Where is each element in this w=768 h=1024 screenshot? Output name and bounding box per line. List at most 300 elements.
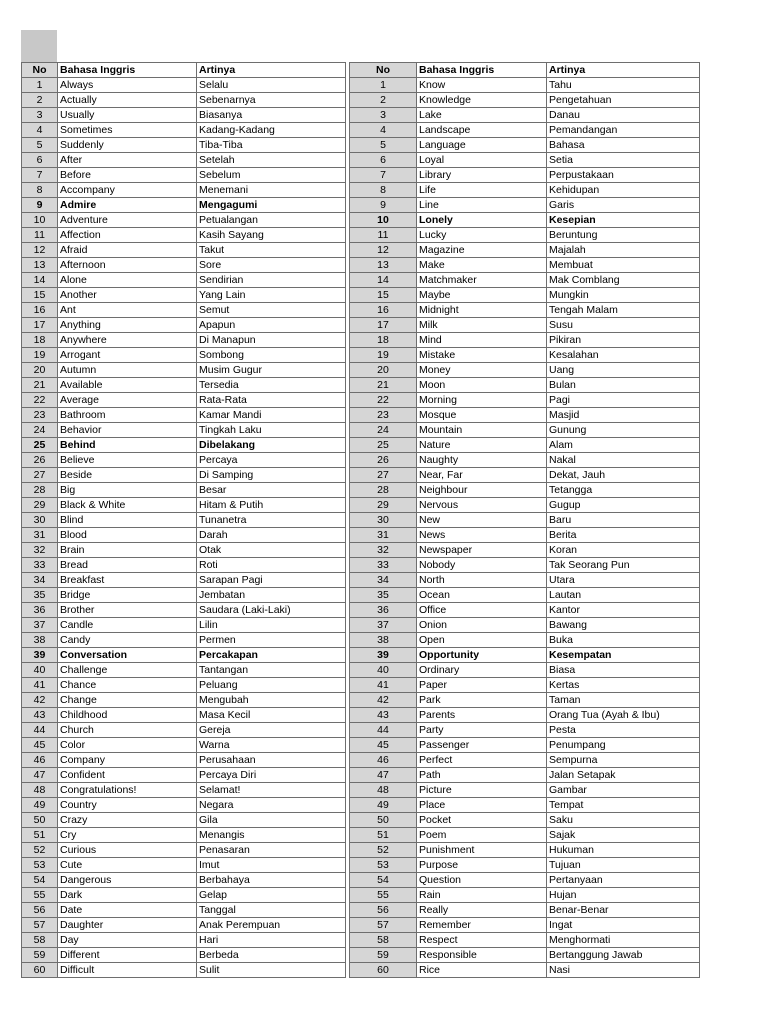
english-word: Chance	[58, 678, 197, 693]
table-row	[22, 813, 346, 828]
english-word: Make	[417, 258, 547, 273]
table-row	[350, 843, 700, 858]
indonesian-meaning: Kesempatan	[547, 648, 700, 663]
row-number: 55	[350, 888, 417, 903]
row-number: 44	[22, 723, 58, 738]
english-word: New	[417, 513, 547, 528]
table-row	[350, 708, 700, 723]
table-row	[350, 318, 700, 333]
table-row	[22, 573, 346, 588]
english-word: Company	[58, 753, 197, 768]
row-number: 40	[350, 663, 417, 678]
row-number: 54	[22, 873, 58, 888]
english-word: Lonely	[417, 213, 547, 228]
indonesian-meaning: Tunanetra	[197, 513, 346, 528]
indonesian-meaning: Utara	[547, 573, 700, 588]
indonesian-meaning: Musim Gugur	[197, 363, 346, 378]
indonesian-meaning: Negara	[197, 798, 346, 813]
indonesian-meaning: Tempat	[547, 798, 700, 813]
table-row	[350, 453, 700, 468]
english-word: Loyal	[417, 153, 547, 168]
indonesian-meaning: Penumpang	[547, 738, 700, 753]
table-row	[350, 543, 700, 558]
indonesian-meaning: Perpustakaan	[547, 168, 700, 183]
indonesian-meaning: Hukuman	[547, 843, 700, 858]
table-row	[350, 438, 700, 453]
english-word: Near, Far	[417, 468, 547, 483]
table-row	[22, 663, 346, 678]
english-word: Know	[417, 78, 547, 93]
table-row	[350, 333, 700, 348]
table-row	[350, 858, 700, 873]
english-word: Office	[417, 603, 547, 618]
row-number: 42	[350, 693, 417, 708]
table-row	[350, 198, 700, 213]
row-number: 21	[350, 378, 417, 393]
table-row	[22, 678, 346, 693]
row-number: 39	[22, 648, 58, 663]
indonesian-meaning: Besar	[197, 483, 346, 498]
indonesian-meaning: Tahu	[547, 78, 700, 93]
indonesian-meaning: Dekat, Jauh	[547, 468, 700, 483]
english-word: Bathroom	[58, 408, 197, 423]
english-word: Suddenly	[58, 138, 197, 153]
table-row	[22, 798, 346, 813]
row-number: 35	[350, 588, 417, 603]
table-row	[350, 468, 700, 483]
english-word: Affection	[58, 228, 197, 243]
indonesian-meaning: Sulit	[197, 963, 346, 978]
table-row	[350, 753, 700, 768]
row-number: 24	[22, 423, 58, 438]
english-word: Actually	[58, 93, 197, 108]
row-number: 14	[350, 273, 417, 288]
english-word: Neighbour	[417, 483, 547, 498]
row-number: 52	[22, 843, 58, 858]
english-word: Mosque	[417, 408, 547, 423]
row-number: 6	[350, 153, 417, 168]
table-row	[22, 498, 346, 513]
indonesian-meaning: Percakapan	[197, 648, 346, 663]
table-row	[22, 513, 346, 528]
table-row	[22, 693, 346, 708]
row-number: 31	[350, 528, 417, 543]
table-row	[350, 138, 700, 153]
english-word: Anywhere	[58, 333, 197, 348]
table-row	[22, 708, 346, 723]
indonesian-meaning: Darah	[197, 528, 346, 543]
indonesian-meaning: Bertanggung Jawab	[547, 948, 700, 963]
english-word: Nature	[417, 438, 547, 453]
indonesian-meaning: Susu	[547, 318, 700, 333]
english-word: Knowledge	[417, 93, 547, 108]
indonesian-meaning: Alam	[547, 438, 700, 453]
english-word: Average	[58, 393, 197, 408]
english-word: Rice	[417, 963, 547, 978]
english-word: Behind	[58, 438, 197, 453]
english-word: Paper	[417, 678, 547, 693]
indonesian-meaning: Kesepian	[547, 213, 700, 228]
row-number: 15	[350, 288, 417, 303]
english-word: Day	[58, 933, 197, 948]
row-number: 20	[350, 363, 417, 378]
table-row	[22, 408, 346, 423]
row-number: 18	[22, 333, 58, 348]
indonesian-meaning: Semut	[197, 303, 346, 318]
row-number: 17	[350, 318, 417, 333]
indonesian-meaning: Nakal	[547, 453, 700, 468]
row-number: 22	[350, 393, 417, 408]
english-word: Blind	[58, 513, 197, 528]
row-number: 53	[22, 858, 58, 873]
english-word: Perfect	[417, 753, 547, 768]
english-word: Really	[417, 903, 547, 918]
indonesian-meaning: Pagi	[547, 393, 700, 408]
row-number: 23	[22, 408, 58, 423]
vocab-table-left-body	[22, 63, 346, 978]
row-number: 49	[350, 798, 417, 813]
indonesian-meaning: Kadang-Kadang	[197, 123, 346, 138]
english-word: Maybe	[417, 288, 547, 303]
english-word: Anything	[58, 318, 197, 333]
indonesian-meaning: Saudara (Laki-Laki)	[197, 603, 346, 618]
english-word: Pocket	[417, 813, 547, 828]
english-word: Lake	[417, 108, 547, 123]
row-number: 58	[22, 933, 58, 948]
table-row	[22, 603, 346, 618]
table-header-row	[350, 63, 700, 78]
english-word: Picture	[417, 783, 547, 798]
indonesian-meaning: Kamar Mandi	[197, 408, 346, 423]
row-number: 29	[350, 498, 417, 513]
english-word: Purpose	[417, 858, 547, 873]
english-word: Brother	[58, 603, 197, 618]
english-word: Ocean	[417, 588, 547, 603]
indonesian-meaning: Menemani	[197, 183, 346, 198]
english-word: Curious	[58, 843, 197, 858]
english-word: North	[417, 573, 547, 588]
english-word: Remember	[417, 918, 547, 933]
row-number: 55	[22, 888, 58, 903]
indonesian-meaning: Tengah Malam	[547, 303, 700, 318]
english-word: Childhood	[58, 708, 197, 723]
indonesian-meaning: Hari	[197, 933, 346, 948]
table-row	[22, 288, 346, 303]
table-row	[350, 168, 700, 183]
row-number: 28	[350, 483, 417, 498]
row-number: 45	[350, 738, 417, 753]
indonesian-meaning: Koran	[547, 543, 700, 558]
indonesian-meaning: Selalu	[197, 78, 346, 93]
vocab-table-right	[349, 62, 700, 978]
english-word: Candle	[58, 618, 197, 633]
table-row	[350, 648, 700, 663]
row-number: 5	[350, 138, 417, 153]
header-meaning: Artinya	[547, 63, 700, 78]
row-number: 10	[350, 213, 417, 228]
indonesian-meaning: Gugup	[547, 498, 700, 513]
row-number: 50	[22, 813, 58, 828]
row-number: 16	[22, 303, 58, 318]
indonesian-meaning: Sombong	[197, 348, 346, 363]
vocab-table-right-body	[350, 63, 700, 978]
indonesian-meaning: Hitam & Putih	[197, 498, 346, 513]
row-number: 24	[350, 423, 417, 438]
indonesian-meaning: Ingat	[547, 918, 700, 933]
row-number: 18	[350, 333, 417, 348]
indonesian-meaning: Perusahaan	[197, 753, 346, 768]
row-number: 25	[350, 438, 417, 453]
english-word: Daughter	[58, 918, 197, 933]
table-header-row	[22, 63, 346, 78]
row-number: 30	[350, 513, 417, 528]
row-number: 33	[22, 558, 58, 573]
english-word: Ant	[58, 303, 197, 318]
indonesian-meaning: Kesalahan	[547, 348, 700, 363]
row-number: 57	[350, 918, 417, 933]
english-word: Beside	[58, 468, 197, 483]
english-word: Available	[58, 378, 197, 393]
table-row	[22, 453, 346, 468]
english-word: Afraid	[58, 243, 197, 258]
indonesian-meaning: Danau	[547, 108, 700, 123]
indonesian-meaning: Mungkin	[547, 288, 700, 303]
indonesian-meaning: Tujuan	[547, 858, 700, 873]
indonesian-meaning: Di Samping	[197, 468, 346, 483]
table-row	[350, 363, 700, 378]
indonesian-meaning: Setelah	[197, 153, 346, 168]
row-number: 34	[22, 573, 58, 588]
row-number: 17	[22, 318, 58, 333]
english-word: Question	[417, 873, 547, 888]
table-row	[22, 228, 346, 243]
table-row	[22, 558, 346, 573]
table-row	[22, 378, 346, 393]
indonesian-meaning: Tak Seorang Pun	[547, 558, 700, 573]
table-row	[22, 828, 346, 843]
row-number: 47	[350, 768, 417, 783]
row-number: 56	[22, 903, 58, 918]
english-word: Passenger	[417, 738, 547, 753]
table-row	[350, 378, 700, 393]
english-word: Brain	[58, 543, 197, 558]
english-word: Behavior	[58, 423, 197, 438]
english-word: Poem	[417, 828, 547, 843]
english-word: Before	[58, 168, 197, 183]
indonesian-meaning: Kantor	[547, 603, 700, 618]
english-word: Moon	[417, 378, 547, 393]
indonesian-meaning: Sendirian	[197, 273, 346, 288]
table-row	[350, 108, 700, 123]
row-number: 11	[350, 228, 417, 243]
indonesian-meaning: Buka	[547, 633, 700, 648]
indonesian-meaning: Bawang	[547, 618, 700, 633]
row-number: 1	[22, 78, 58, 93]
row-number: 34	[350, 573, 417, 588]
row-number: 43	[22, 708, 58, 723]
english-word: Nobody	[417, 558, 547, 573]
row-number: 19	[350, 348, 417, 363]
row-number: 13	[350, 258, 417, 273]
indonesian-meaning: Pertanyaan	[547, 873, 700, 888]
table-row	[22, 138, 346, 153]
english-word: Park	[417, 693, 547, 708]
table-row	[22, 933, 346, 948]
english-word: Congratulations!	[58, 783, 197, 798]
row-number: 49	[22, 798, 58, 813]
table-row	[22, 108, 346, 123]
table-row	[350, 513, 700, 528]
indonesian-meaning: Masa Kecil	[197, 708, 346, 723]
indonesian-meaning: Peluang	[197, 678, 346, 693]
table-row	[22, 723, 346, 738]
row-number: 60	[22, 963, 58, 978]
indonesian-meaning: Sore	[197, 258, 346, 273]
english-word: Mountain	[417, 423, 547, 438]
row-number: 3	[350, 108, 417, 123]
indonesian-meaning: Rata-Rata	[197, 393, 346, 408]
indonesian-meaning: Warna	[197, 738, 346, 753]
table-row	[22, 903, 346, 918]
english-word: Afternoon	[58, 258, 197, 273]
english-word: Always	[58, 78, 197, 93]
table-row	[22, 753, 346, 768]
row-number: 59	[350, 948, 417, 963]
indonesian-meaning: Bulan	[547, 378, 700, 393]
indonesian-meaning: Tanggal	[197, 903, 346, 918]
table-row	[22, 468, 346, 483]
row-number: 60	[350, 963, 417, 978]
english-word: Open	[417, 633, 547, 648]
row-number: 29	[22, 498, 58, 513]
row-number: 26	[350, 453, 417, 468]
indonesian-meaning: Gereja	[197, 723, 346, 738]
table-row	[350, 213, 700, 228]
english-word: Conversation	[58, 648, 197, 663]
indonesian-meaning: Berita	[547, 528, 700, 543]
indonesian-meaning: Biasa	[547, 663, 700, 678]
indonesian-meaning: Sebelum	[197, 168, 346, 183]
row-number: 30	[22, 513, 58, 528]
table-row	[22, 363, 346, 378]
indonesian-meaning: Tetangga	[547, 483, 700, 498]
row-number: 27	[22, 468, 58, 483]
row-number: 32	[350, 543, 417, 558]
row-number: 36	[350, 603, 417, 618]
table-row	[350, 498, 700, 513]
table-row	[22, 123, 346, 138]
indonesian-meaning: Anak Perempuan	[197, 918, 346, 933]
english-word: News	[417, 528, 547, 543]
table-row	[350, 558, 700, 573]
english-word: Arrogant	[58, 348, 197, 363]
indonesian-meaning: Petualangan	[197, 213, 346, 228]
indonesian-meaning: Otak	[197, 543, 346, 558]
table-row	[22, 198, 346, 213]
table-row	[22, 393, 346, 408]
indonesian-meaning: Apapun	[197, 318, 346, 333]
english-word: Crazy	[58, 813, 197, 828]
table-row	[22, 153, 346, 168]
table-row	[350, 393, 700, 408]
english-word: Opportunity	[417, 648, 547, 663]
row-number: 5	[22, 138, 58, 153]
table-row	[22, 843, 346, 858]
english-word: Black & White	[58, 498, 197, 513]
english-word: Adventure	[58, 213, 197, 228]
table-row	[350, 783, 700, 798]
row-number: 7	[22, 168, 58, 183]
row-number: 4	[22, 123, 58, 138]
row-number: 52	[350, 843, 417, 858]
table-row	[350, 603, 700, 618]
indonesian-meaning: Bahasa	[547, 138, 700, 153]
row-number: 19	[22, 348, 58, 363]
row-number: 12	[350, 243, 417, 258]
table-row	[350, 78, 700, 93]
indonesian-meaning: Imut	[197, 858, 346, 873]
table-row	[22, 528, 346, 543]
indonesian-meaning: Yang Lain	[197, 288, 346, 303]
english-word: After	[58, 153, 197, 168]
english-word: Life	[417, 183, 547, 198]
english-word: Midnight	[417, 303, 547, 318]
header-meaning: Artinya	[197, 63, 346, 78]
row-number: 20	[22, 363, 58, 378]
indonesian-meaning: Baru	[547, 513, 700, 528]
table-row	[22, 273, 346, 288]
indonesian-meaning: Membuat	[547, 258, 700, 273]
english-word: Milk	[417, 318, 547, 333]
row-number: 16	[350, 303, 417, 318]
row-number: 33	[350, 558, 417, 573]
indonesian-meaning: Pesta	[547, 723, 700, 738]
row-number: 48	[350, 783, 417, 798]
row-number: 46	[22, 753, 58, 768]
table-row	[22, 783, 346, 798]
table-row	[350, 663, 700, 678]
row-number: 48	[22, 783, 58, 798]
english-word: Matchmaker	[417, 273, 547, 288]
row-number: 9	[22, 198, 58, 213]
table-row	[350, 813, 700, 828]
english-word: Confident	[58, 768, 197, 783]
table-row	[350, 903, 700, 918]
indonesian-meaning: Nasi	[547, 963, 700, 978]
table-row	[350, 258, 700, 273]
english-word: Sometimes	[58, 123, 197, 138]
indonesian-meaning: Biasanya	[197, 108, 346, 123]
table-row	[22, 258, 346, 273]
row-number: 2	[22, 93, 58, 108]
table-row	[350, 768, 700, 783]
english-word: Accompany	[58, 183, 197, 198]
table-row	[22, 318, 346, 333]
row-number: 11	[22, 228, 58, 243]
row-number: 8	[22, 183, 58, 198]
table-row	[350, 123, 700, 138]
indonesian-meaning: Garis	[547, 198, 700, 213]
english-word: Bread	[58, 558, 197, 573]
table-row	[350, 588, 700, 603]
table-row	[350, 288, 700, 303]
row-number: 59	[22, 948, 58, 963]
english-word: Line	[417, 198, 547, 213]
row-number: 51	[350, 828, 417, 843]
table-row	[350, 888, 700, 903]
row-number: 40	[22, 663, 58, 678]
english-word: Autumn	[58, 363, 197, 378]
